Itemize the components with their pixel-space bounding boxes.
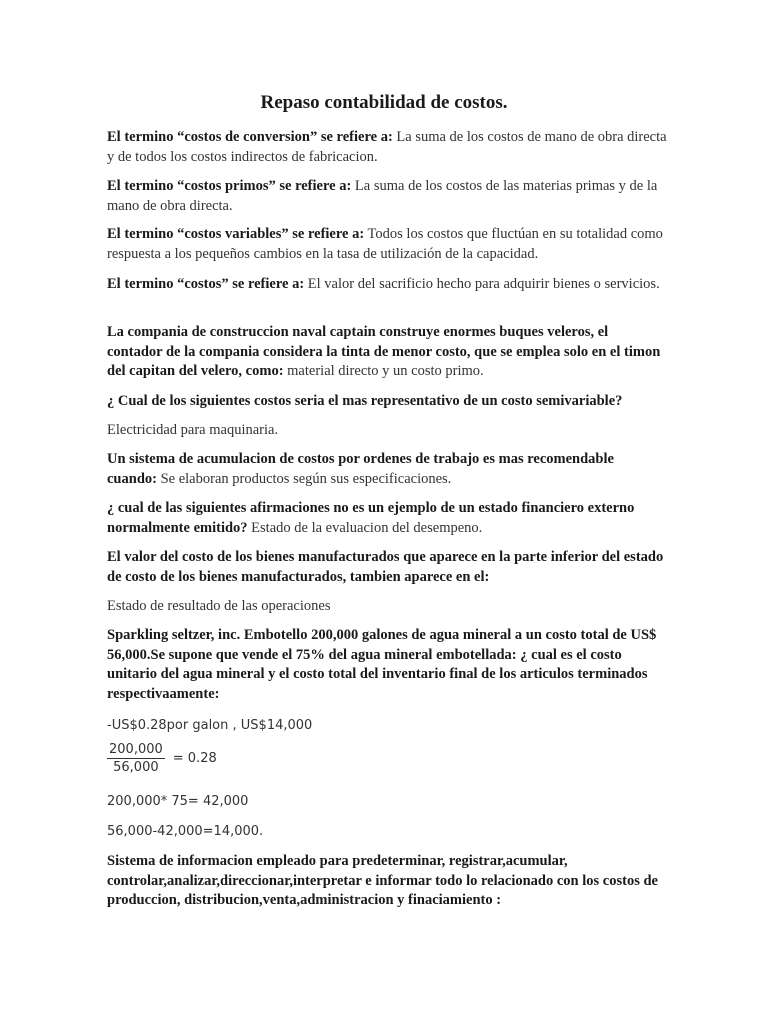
fraction-numerator: 200,000: [109, 742, 163, 757]
calc-line-1: -US$0.28por galon , US$14,000: [107, 718, 313, 733]
question-item: Un sistema de acumulacion de costos por ordenes de trabajo es mas recomendable cuando: Se elaboran productos según sus especificaciones.: [107, 451, 614, 487]
fraction-calc: [107, 742, 217, 775]
question-item: Sparkling seltzer, inc. Embotello 200,000 galones de agua mineral a un costo total de US$ 56,000.Se supone que vende el 75% del agua mineral embotellada: ¿ cual es el costo unitario del agua mineral y el costo total del inventario final de los articulos terminados respectivaamente:: [107, 627, 657, 702]
question-item: ¿ Cual de los siguientes costos seria el mas representativo de un costo semivariable?: [107, 393, 623, 409]
question-item: Sistema de informacion empleado para predeterminar, registrar,acumular, controlar,analizar,direccionar,interpretar e informar todo lo relacionado con los costos de produccion, distribucion,venta,administracion y finaciamiento :: [107, 853, 658, 908]
fraction-result: = 0.28: [172, 751, 217, 766]
answer-line: Electricidad para maquinaria.: [107, 422, 279, 438]
question-item: El termino “costos variables” se refiere a: Todos los costos que fluctúan en su totalidad como respuesta a los pequeños cambios en la tasa de utilización de la capacidad.: [107, 226, 663, 262]
question-item: El valor del costo de los bienes manufacturados que aparece en la parte inferior del estado de costo de los bienes manufacturados, tambien aparece en el:: [107, 549, 664, 585]
document-title: Repaso contabilidad de costos.: [260, 92, 508, 113]
calc-line-2: 200,000* 75= 42,000: [107, 794, 249, 809]
question-item: La compania de construccion naval captain construye enormes buques veleros, el contador de la compania considera la tinta de menor costo, que se emplea solo en el timon del capitan del velero, como: material directo y un costo primo.: [107, 324, 661, 379]
calc-line-3: 56,000-42,000=14,000.: [107, 824, 264, 839]
answer-line: Estado de resultado de las operaciones: [107, 598, 331, 614]
question-item: ¿ cual de las siguientes afirmaciones no es un ejemplo de un estado financiero externo normalmente emitido? Estado de la evaluacion del desempeno.: [107, 500, 635, 536]
question-item: El termino “costos de conversion” se refiere a: La suma de los costos de mano de obra directa y de todos los costos indirectos de fabricacion.: [107, 129, 667, 165]
question-item: El termino “costos” se refiere a: El valor del sacrificio hecho para adquirir bienes o servicios.: [107, 276, 660, 292]
fraction-denominator: 56,000: [113, 760, 159, 775]
question-item: El termino “costos primos” se refiere a: La suma de los costos de las materias primas y de la mano de obra directa.: [107, 178, 658, 214]
